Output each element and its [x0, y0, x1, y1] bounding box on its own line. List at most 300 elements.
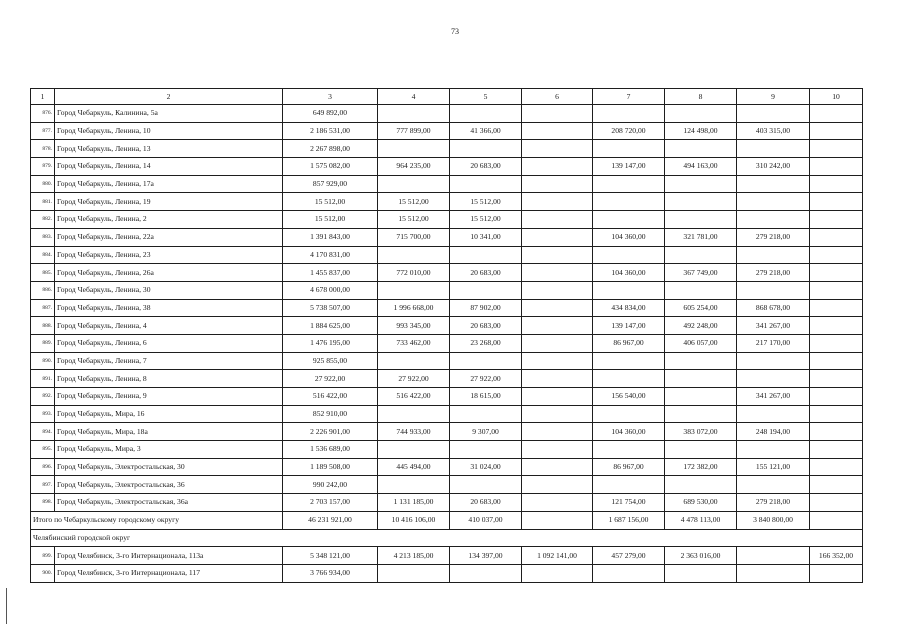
amount-cell: [522, 405, 593, 423]
amount-cell: [737, 370, 810, 388]
row-number: 880.: [31, 175, 55, 193]
amount-cell: 156 540,00: [593, 388, 665, 406]
table-row: [31, 228, 863, 246]
amount-cell: 733 462,00: [378, 334, 450, 352]
amount-cell: [522, 140, 593, 158]
amount-cell: 2 363 016,00: [665, 547, 737, 565]
amount-cell: [665, 476, 737, 494]
row-number: 898.: [31, 494, 55, 512]
amount-cell: 15 512,00: [450, 211, 522, 229]
amount-cell: [450, 105, 522, 123]
amount-cell: 310 242,00: [737, 158, 810, 176]
total-cell: [522, 511, 593, 529]
table-row: [31, 405, 863, 423]
row-number: 888.: [31, 317, 55, 335]
row-number: 892.: [31, 388, 55, 406]
amount-cell: [593, 211, 665, 229]
amount-cell: [450, 564, 522, 582]
row-number: 879.: [31, 158, 55, 176]
header-cell: 6: [522, 89, 593, 105]
amount-cell: 208 720,00: [593, 122, 665, 140]
amount-cell: 134 397,00: [450, 547, 522, 565]
header-cell: 5: [450, 89, 522, 105]
row-number: 896.: [31, 458, 55, 476]
amount-cell: [810, 388, 863, 406]
table-row: [31, 352, 863, 370]
amount-cell: 41 366,00: [450, 122, 522, 140]
address-cell: Город Чебаркуль, Электростальская, 36а: [55, 494, 283, 512]
amount-cell: [522, 370, 593, 388]
amount-cell: [737, 441, 810, 459]
amount-cell: [665, 405, 737, 423]
amount-cell: 279 218,00: [737, 228, 810, 246]
address-cell: Город Чебаркуль, Ленина, 9: [55, 388, 283, 406]
amount-cell: [593, 281, 665, 299]
amount-cell: [522, 494, 593, 512]
amount-cell: 139 147,00: [593, 317, 665, 335]
amount-cell: [810, 175, 863, 193]
amount-cell: 772 010,00: [378, 264, 450, 282]
table-row: [31, 441, 863, 459]
amount-cell: [810, 423, 863, 441]
header-cell: 4: [378, 89, 450, 105]
row-number: 885.: [31, 264, 55, 282]
amount-cell: [378, 564, 450, 582]
total-cell: [810, 511, 863, 529]
amount-cell: 1 189 508,00: [283, 458, 378, 476]
amount-cell: 406 057,00: [665, 334, 737, 352]
amount-cell: 86 967,00: [593, 458, 665, 476]
address-cell: Город Чебаркуль, Ленина, 23: [55, 246, 283, 264]
row-number: 897.: [31, 476, 55, 494]
page-number: 73: [451, 27, 459, 36]
amount-cell: 86 967,00: [593, 334, 665, 352]
address-cell: Город Чебаркуль, Ленина, 26а: [55, 264, 283, 282]
amount-cell: [810, 246, 863, 264]
amount-cell: 166 352,00: [810, 547, 863, 565]
amount-cell: 20 683,00: [450, 317, 522, 335]
amount-cell: [737, 564, 810, 582]
amount-cell: 217 170,00: [737, 334, 810, 352]
amount-cell: 4 170 831,00: [283, 246, 378, 264]
amount-cell: 1 575 082,00: [283, 158, 378, 176]
total-cell: 46 231 921,00: [283, 511, 378, 529]
table-body: [31, 105, 863, 583]
amount-cell: [810, 441, 863, 459]
amount-cell: [522, 211, 593, 229]
section-label: Челябинский городской округ: [31, 529, 863, 547]
row-number: 876.: [31, 105, 55, 123]
row-number: 894.: [31, 423, 55, 441]
amount-cell: [593, 193, 665, 211]
table-row: [31, 281, 863, 299]
amount-cell: 403 315,00: [737, 122, 810, 140]
amount-cell: 20 683,00: [450, 494, 522, 512]
amount-cell: [378, 175, 450, 193]
amount-cell: 492 248,00: [665, 317, 737, 335]
amount-cell: [378, 105, 450, 123]
amount-cell: [665, 175, 737, 193]
funding-table: [30, 88, 863, 583]
amount-cell: 15 512,00: [283, 211, 378, 229]
amount-cell: [593, 476, 665, 494]
amount-cell: 3 766 934,00: [283, 564, 378, 582]
amount-cell: 87 902,00: [450, 299, 522, 317]
amount-cell: 494 163,00: [665, 158, 737, 176]
header-cell: 3: [283, 89, 378, 105]
row-number: 890.: [31, 352, 55, 370]
amount-cell: 383 072,00: [665, 423, 737, 441]
amount-cell: [522, 228, 593, 246]
row-number: 882.: [31, 211, 55, 229]
total-cell: 1 687 156,00: [593, 511, 665, 529]
amount-cell: [810, 264, 863, 282]
amount-cell: 777 899,00: [378, 122, 450, 140]
address-cell: Город Чебаркуль, Ленина, 22а: [55, 228, 283, 246]
address-cell: Город Чебаркуль, Ленина, 8: [55, 370, 283, 388]
amount-cell: [522, 441, 593, 459]
amount-cell: [810, 193, 863, 211]
amount-cell: [522, 193, 593, 211]
amount-cell: [665, 211, 737, 229]
amount-cell: 248 194,00: [737, 423, 810, 441]
amount-cell: 4 678 000,00: [283, 281, 378, 299]
amount-cell: 15 512,00: [283, 193, 378, 211]
table-row: [31, 140, 863, 158]
amount-cell: 20 683,00: [450, 158, 522, 176]
table-row: [31, 299, 863, 317]
address-cell: Город Чебаркуль, Ленина, 19: [55, 193, 283, 211]
amount-cell: [450, 246, 522, 264]
amount-cell: 18 615,00: [450, 388, 522, 406]
amount-cell: 341 267,00: [737, 388, 810, 406]
header-cell: 10: [810, 89, 863, 105]
amount-cell: 649 892,00: [283, 105, 378, 123]
amount-cell: [810, 352, 863, 370]
amount-cell: 689 530,00: [665, 494, 737, 512]
amount-cell: 1 884 625,00: [283, 317, 378, 335]
amount-cell: [450, 441, 522, 459]
amount-cell: 964 235,00: [378, 158, 450, 176]
amount-cell: [450, 405, 522, 423]
amount-cell: [522, 476, 593, 494]
amount-cell: [810, 140, 863, 158]
amount-cell: [522, 352, 593, 370]
row-number: 884.: [31, 246, 55, 264]
amount-cell: [810, 158, 863, 176]
section-row: [31, 529, 863, 547]
amount-cell: 857 929,00: [283, 175, 378, 193]
table-row: [31, 370, 863, 388]
amount-cell: [593, 140, 665, 158]
amount-cell: 434 834,00: [593, 299, 665, 317]
amount-cell: [522, 281, 593, 299]
table-row: [31, 334, 863, 352]
amount-cell: 1 476 195,00: [283, 334, 378, 352]
table-row: [31, 264, 863, 282]
row-number: 900.: [31, 564, 55, 582]
table-row: [31, 246, 863, 264]
amount-cell: [665, 352, 737, 370]
amount-cell: [378, 352, 450, 370]
row-number: 887.: [31, 299, 55, 317]
amount-cell: [737, 193, 810, 211]
address-cell: Город Челябинск, 3-го Интернационала, 117: [55, 564, 283, 582]
amount-cell: [522, 158, 593, 176]
row-number: 889.: [31, 334, 55, 352]
amount-cell: [737, 246, 810, 264]
amount-cell: 341 267,00: [737, 317, 810, 335]
amount-cell: [810, 299, 863, 317]
amount-cell: [737, 140, 810, 158]
page-edge-line: [6, 588, 7, 624]
address-cell: Город Чебаркуль, Ленина, 6: [55, 334, 283, 352]
amount-cell: 1 536 689,00: [283, 441, 378, 459]
row-number: 891.: [31, 370, 55, 388]
amount-cell: [450, 281, 522, 299]
table-row: [31, 122, 863, 140]
amount-cell: 121 754,00: [593, 494, 665, 512]
table-row: [31, 193, 863, 211]
amount-cell: 104 360,00: [593, 264, 665, 282]
amount-cell: 104 360,00: [593, 423, 665, 441]
amount-cell: 2 226 901,00: [283, 423, 378, 441]
amount-cell: 15 512,00: [450, 193, 522, 211]
amount-cell: [378, 405, 450, 423]
amount-cell: 516 422,00: [378, 388, 450, 406]
amount-cell: [593, 175, 665, 193]
amount-cell: [593, 246, 665, 264]
amount-cell: [378, 140, 450, 158]
amount-cell: [522, 105, 593, 123]
header-cell: 1: [31, 89, 55, 105]
amount-cell: 321 781,00: [665, 228, 737, 246]
amount-cell: [810, 494, 863, 512]
row-number: 883.: [31, 228, 55, 246]
amount-cell: 279 218,00: [737, 264, 810, 282]
amount-cell: [810, 317, 863, 335]
amount-cell: [522, 299, 593, 317]
table-row: [31, 211, 863, 229]
header-cell: 9: [737, 89, 810, 105]
amount-cell: 744 933,00: [378, 423, 450, 441]
address-cell: Город Чебаркуль, Ленина, 30: [55, 281, 283, 299]
amount-cell: [522, 458, 593, 476]
amount-cell: [810, 122, 863, 140]
address-cell: Город Чебаркуль, Ленина, 4: [55, 317, 283, 335]
address-cell: Город Чебаркуль, Мира, 16: [55, 405, 283, 423]
amount-cell: [522, 246, 593, 264]
amount-cell: 457 279,00: [593, 547, 665, 565]
amount-cell: [665, 281, 737, 299]
address-cell: Город Чебаркуль, Мира, 3: [55, 441, 283, 459]
amount-cell: 27 922,00: [450, 370, 522, 388]
amount-cell: [737, 211, 810, 229]
table-row: [31, 476, 863, 494]
amount-cell: [737, 405, 810, 423]
amount-cell: 1 455 837,00: [283, 264, 378, 282]
amount-cell: [378, 441, 450, 459]
row-number: 877.: [31, 122, 55, 140]
amount-cell: 445 494,00: [378, 458, 450, 476]
header-cell: 7: [593, 89, 665, 105]
amount-cell: [593, 352, 665, 370]
amount-cell: [665, 140, 737, 158]
address-cell: Город Чебаркуль, Ленина, 17а: [55, 175, 283, 193]
amount-cell: 20 683,00: [450, 264, 522, 282]
amount-cell: 15 512,00: [378, 193, 450, 211]
amount-cell: [665, 370, 737, 388]
amount-cell: [522, 317, 593, 335]
amount-cell: [665, 388, 737, 406]
row-number: 893.: [31, 405, 55, 423]
amount-cell: 9 307,00: [450, 423, 522, 441]
address-cell: Город Чебаркуль, Электростальская, 30: [55, 458, 283, 476]
table-row: [31, 158, 863, 176]
amount-cell: [810, 370, 863, 388]
amount-cell: 605 254,00: [665, 299, 737, 317]
address-cell: Город Чебаркуль, Ленина, 2: [55, 211, 283, 229]
amount-cell: 1 131 185,00: [378, 494, 450, 512]
amount-cell: 15 512,00: [378, 211, 450, 229]
row-number: 886.: [31, 281, 55, 299]
amount-cell: 925 855,00: [283, 352, 378, 370]
total-cell: 10 416 106,00: [378, 511, 450, 529]
amount-cell: 1 391 843,00: [283, 228, 378, 246]
amount-cell: [593, 105, 665, 123]
amount-cell: [737, 476, 810, 494]
amount-cell: 852 910,00: [283, 405, 378, 423]
table-row: [31, 494, 863, 512]
amount-cell: 715 700,00: [378, 228, 450, 246]
amount-cell: [450, 476, 522, 494]
table-row: [31, 564, 863, 582]
amount-cell: 993 345,00: [378, 317, 450, 335]
amount-cell: 2 703 157,00: [283, 494, 378, 512]
amount-cell: [378, 476, 450, 494]
table-row: [31, 423, 863, 441]
amount-cell: [378, 281, 450, 299]
amount-cell: 367 749,00: [665, 264, 737, 282]
amount-cell: [593, 441, 665, 459]
amount-cell: [593, 564, 665, 582]
table-row: [31, 458, 863, 476]
amount-cell: 990 242,00: [283, 476, 378, 494]
amount-cell: [522, 388, 593, 406]
amount-cell: [810, 334, 863, 352]
row-number: 881.: [31, 193, 55, 211]
amount-cell: [810, 476, 863, 494]
amount-cell: 1 092 141,00: [522, 547, 593, 565]
amount-cell: 23 268,00: [450, 334, 522, 352]
table-row: [31, 547, 863, 565]
amount-cell: [810, 458, 863, 476]
amount-cell: [665, 105, 737, 123]
amount-cell: [737, 105, 810, 123]
amount-cell: [810, 281, 863, 299]
amount-cell: [737, 175, 810, 193]
row-number: 899.: [31, 547, 55, 565]
amount-cell: [665, 564, 737, 582]
amount-cell: [522, 175, 593, 193]
amount-cell: 2 267 898,00: [283, 140, 378, 158]
amount-cell: [522, 122, 593, 140]
amount-cell: [665, 246, 737, 264]
amount-cell: 5 738 507,00: [283, 299, 378, 317]
address-cell: Город Чебаркуль, Электростальская, 36: [55, 476, 283, 494]
header-cell: 2: [55, 89, 283, 105]
amount-cell: 172 382,00: [665, 458, 737, 476]
address-cell: Город Чебаркуль, Ленина, 7: [55, 352, 283, 370]
address-cell: Город Чебаркуль, Ленина, 14: [55, 158, 283, 176]
address-cell: Город Чебаркуль, Мира, 18а: [55, 423, 283, 441]
amount-cell: [522, 264, 593, 282]
amount-cell: 10 341,00: [450, 228, 522, 246]
total-label: Итого по Чебаркульскому городскому округу: [31, 511, 283, 529]
amount-cell: [737, 352, 810, 370]
amount-cell: [378, 246, 450, 264]
address-cell: Город Чебаркуль, Ленина, 13: [55, 140, 283, 158]
row-number: 878.: [31, 140, 55, 158]
table-row: [31, 388, 863, 406]
address-cell: Город Чебаркуль, Ленина, 38: [55, 299, 283, 317]
amount-cell: 27 922,00: [283, 370, 378, 388]
amount-cell: 5 348 121,00: [283, 547, 378, 565]
amount-cell: [450, 175, 522, 193]
amount-cell: 104 360,00: [593, 228, 665, 246]
table-row: [31, 175, 863, 193]
amount-cell: [737, 547, 810, 565]
amount-cell: [810, 228, 863, 246]
amount-cell: [737, 281, 810, 299]
amount-cell: [450, 352, 522, 370]
amount-cell: [810, 105, 863, 123]
amount-cell: 139 147,00: [593, 158, 665, 176]
header-row: [31, 89, 863, 105]
amount-cell: [810, 405, 863, 423]
total-cell: 4 478 113,00: [665, 511, 737, 529]
amount-cell: [810, 564, 863, 582]
total-row: [31, 511, 863, 529]
amount-cell: [593, 370, 665, 388]
amount-cell: [810, 211, 863, 229]
amount-cell: [593, 405, 665, 423]
amount-cell: [522, 423, 593, 441]
row-number: 895.: [31, 441, 55, 459]
amount-cell: [522, 334, 593, 352]
address-cell: Город Чебаркуль, Ленина, 10: [55, 122, 283, 140]
amount-cell: 124 498,00: [665, 122, 737, 140]
amount-cell: 279 218,00: [737, 494, 810, 512]
amount-cell: [665, 441, 737, 459]
amount-cell: 516 422,00: [283, 388, 378, 406]
amount-cell: 155 121,00: [737, 458, 810, 476]
table-row: [31, 105, 863, 123]
amount-cell: [522, 564, 593, 582]
amount-cell: 1 996 668,00: [378, 299, 450, 317]
total-cell: 3 840 800,00: [737, 511, 810, 529]
amount-cell: 4 213 185,00: [378, 547, 450, 565]
address-cell: Город Челябинск, 3-го Интернационала, 113а: [55, 547, 283, 565]
amount-cell: 868 678,00: [737, 299, 810, 317]
amount-cell: 2 186 531,00: [283, 122, 378, 140]
amount-cell: [665, 193, 737, 211]
amount-cell: [450, 140, 522, 158]
total-cell: 410 037,00: [450, 511, 522, 529]
table-row: [31, 317, 863, 335]
address-cell: Город Чебаркуль, Калинина, 5а: [55, 105, 283, 123]
amount-cell: 27 922,00: [378, 370, 450, 388]
